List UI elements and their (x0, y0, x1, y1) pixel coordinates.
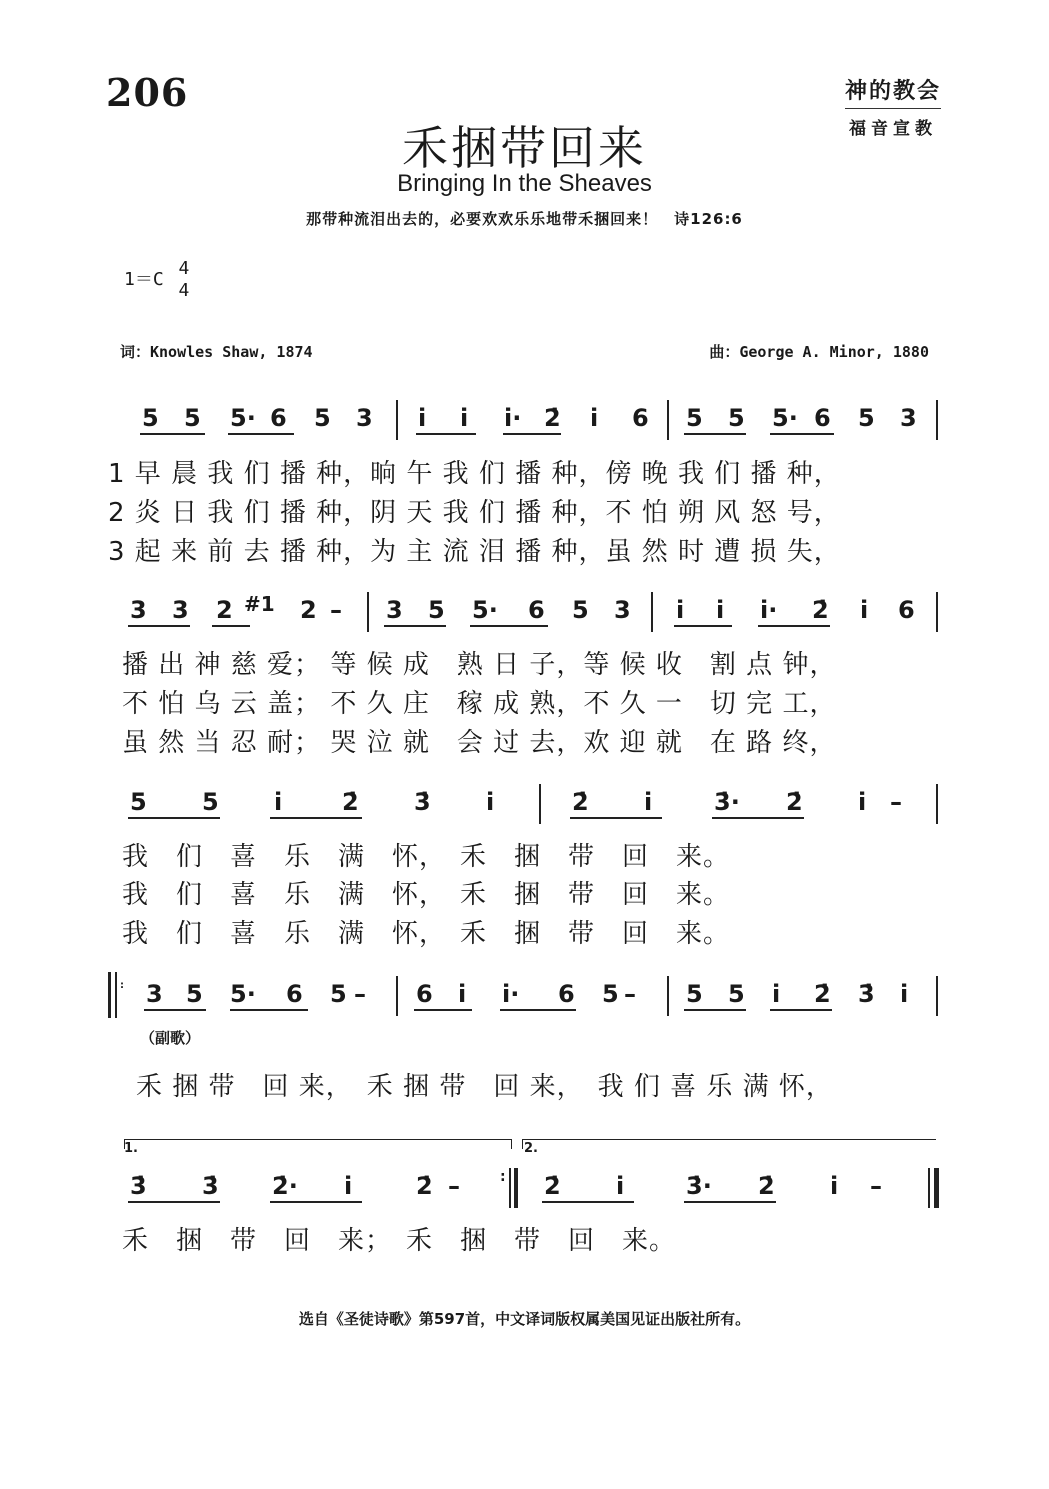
church-subtitle: 福音宣教 (848, 119, 937, 139)
verse-2-line-1: 2 炎 日 我 们 播 种，阴 天 我 们 播 种，不 怕 朔 风 怒 号， (108, 498, 841, 528)
hymn-title-chinese: 禾捆带回来 (402, 121, 647, 175)
lyricist-credit: 词：Knowles Shaw, 1874 (120, 343, 313, 361)
composer-credit: 曲：George A. Minor, 1880 (709, 343, 929, 361)
repeat-end-barline (509, 1168, 511, 1208)
verse-2-line-3: 我 们 喜 乐 满 怀， 禾 捆 带 回 来。 (122, 880, 731, 910)
scripture-quote: 那带种流泪出去的，必要欢欢乐乐地带禾捆回来！ 诗126:6 (306, 210, 743, 228)
verse-1-line-2: 播 出 神 慈 爱； 等 候 成 熟 日 子，等 候 收 割 点 钟， (122, 650, 837, 680)
chorus-lyric-line-1: 禾 捆 带 回 来， 禾 捆 带 回 来， 我 们 喜 乐 满 怀， (136, 1072, 833, 1102)
church-name: 神的教会 (845, 74, 941, 109)
hymn-number: 206 (106, 70, 189, 115)
repeat-end-dots: : (500, 1169, 506, 1185)
key-label: 1＝C (124, 269, 164, 290)
verse-2-line-2: 不 怕 乌 云 盖； 不 久 庄 稼 成 熟，不 久 一 切 完 工， (122, 689, 837, 719)
copyright-footer: 选自《圣徒诗歌》第597首，中文译词版权属美国见证出版社所有。 (298, 1310, 751, 1328)
verse-3-line-2: 虽 然 当 忍 耐； 哭 泣 就 会 过 去，欢 迎 就 在 路 终， (122, 728, 837, 758)
verse-3-line-1: 3 起 来 前 去 播 种，为 主 流 泪 播 种，虽 然 时 遭 损 失， (108, 537, 841, 567)
time-top: 4 (178, 258, 190, 279)
verse-1-line-1: 1 早 晨 我 们 播 种，晌 午 我 们 播 种，傍 晚 我 们 播 种， (108, 459, 841, 489)
time-signature (179, 258, 190, 302)
first-ending-bracket (124, 1139, 512, 1140)
repeat-start-barline (108, 972, 111, 1018)
second-ending-label: 2. (524, 1141, 538, 1156)
key-signature (124, 258, 189, 302)
time-bottom: 4 (178, 280, 190, 301)
second-ending-bracket (522, 1139, 936, 1140)
ending-lyric-line: 禾 捆 带 回 来； 禾 捆 带 回 来。 (122, 1226, 677, 1256)
chorus-label: （副歌） (140, 1029, 201, 1047)
first-ending-label: 1. (124, 1141, 138, 1156)
verse-3-line-3: 我 们 喜 乐 满 怀， 禾 捆 带 回 来。 (122, 919, 731, 949)
final-barline (928, 1168, 930, 1208)
verse-1-line-3: 我 们 喜 乐 满 怀， 禾 捆 带 回 来。 (122, 842, 731, 872)
hymn-title-english: Bringing In the Sheaves (397, 170, 652, 197)
